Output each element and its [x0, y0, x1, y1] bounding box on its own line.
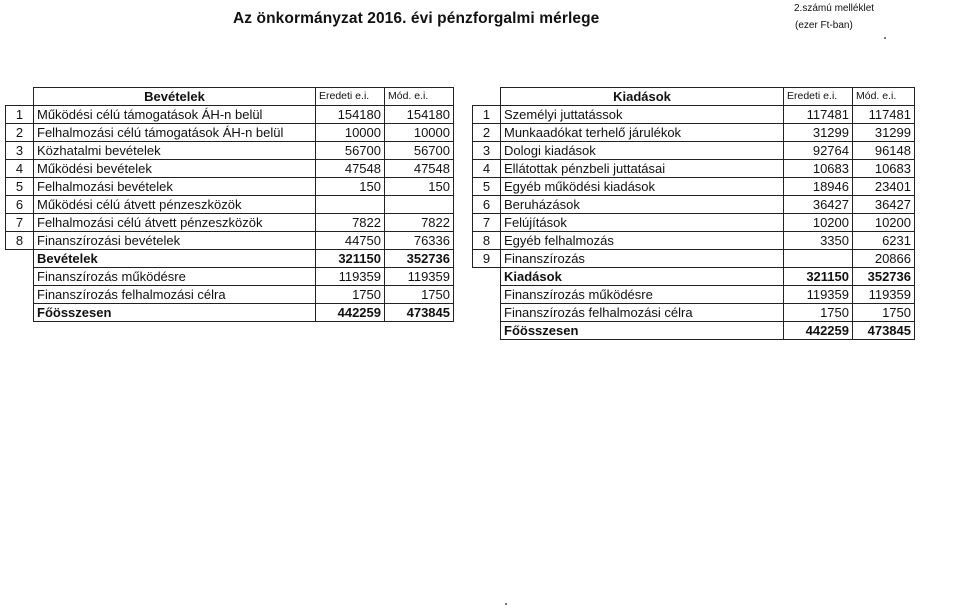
table-row: [6, 232, 454, 250]
row-index: [6, 286, 34, 304]
revenue-financing-capital-row: [6, 286, 454, 304]
table-row: [473, 106, 915, 124]
table-row: [6, 142, 454, 160]
row-label: Finanszírozás: [501, 250, 784, 268]
table-row: [473, 196, 915, 214]
expenditure-header-index: [473, 88, 501, 106]
row-original: 119359: [784, 286, 853, 304]
table-row: [473, 214, 915, 232]
row-modified: 154180: [385, 106, 454, 124]
row-index: 3: [473, 142, 501, 160]
row-index: [473, 304, 501, 322]
row-modified: 36427: [853, 196, 915, 214]
revenue-col-modified: Mód. e.i.: [385, 88, 454, 106]
row-original: 117481: [784, 106, 853, 124]
revenue-header-index: [6, 88, 34, 106]
row-label: Főösszesen: [501, 322, 784, 340]
table-row: [473, 250, 915, 268]
row-label: Működési célú átvett pénzeszközök: [34, 196, 316, 214]
row-index: 3: [6, 142, 34, 160]
row-index: 1: [6, 106, 34, 124]
row-original: 44750: [316, 232, 385, 250]
row-label: Beruházások: [501, 196, 784, 214]
row-modified: 10000: [385, 124, 454, 142]
row-label: Felhalmozási célú támogatások ÁH-n belül: [34, 124, 316, 142]
row-index: [6, 304, 34, 322]
table-row: [473, 232, 915, 250]
row-original: [784, 250, 853, 268]
row-modified: 47548: [385, 160, 454, 178]
row-index: 8: [473, 232, 501, 250]
row-modified: 10683: [853, 160, 915, 178]
annex-label: 2.számú melléklet: [794, 3, 875, 14]
page-title: Az önkormányzat 2016. évi pénzforgalmi mérlege: [233, 10, 600, 27]
row-index: [6, 268, 34, 286]
row-label: Bevételek: [34, 250, 316, 268]
row-modified: 117481: [853, 106, 915, 124]
row-modified: 352736: [853, 268, 915, 286]
row-original: 321150: [784, 268, 853, 286]
scan-speck: [505, 603, 507, 605]
row-index: [473, 286, 501, 304]
expenditure-total-row: [473, 268, 915, 286]
scan-speck: [884, 37, 886, 39]
row-original: 150: [316, 178, 385, 196]
row-index: 9: [473, 250, 501, 268]
row-original: 10200: [784, 214, 853, 232]
row-original: 10683: [784, 160, 853, 178]
row-modified: [385, 196, 454, 214]
row-original: 119359: [316, 268, 385, 286]
row-modified: 76336: [385, 232, 454, 250]
row-modified: 56700: [385, 142, 454, 160]
row-index: 7: [6, 214, 34, 232]
row-index: 5: [473, 178, 501, 196]
row-label: Működési célú támogatások ÁH-n belül: [34, 106, 316, 124]
row-original: 154180: [316, 106, 385, 124]
row-label: Személyi juttatássok: [501, 106, 784, 124]
row-label: Finanszírozás működésre: [34, 268, 316, 286]
table-row: [6, 214, 454, 232]
table-row: [6, 196, 454, 214]
row-original: 1750: [784, 304, 853, 322]
expenditure-header-row: [473, 88, 915, 106]
row-modified: 119359: [853, 286, 915, 304]
row-modified: 352736: [385, 250, 454, 268]
expenditure-heading: Kiadások: [501, 88, 784, 106]
table-row: [6, 160, 454, 178]
row-modified: 20866: [853, 250, 915, 268]
row-modified: 7822: [385, 214, 454, 232]
table-row: [473, 178, 915, 196]
revenue-grand-total-row: [6, 304, 454, 322]
row-index: [473, 268, 501, 286]
row-modified: 473845: [385, 304, 454, 322]
row-original: 36427: [784, 196, 853, 214]
row-label: Felhalmozási célú átvett pénzeszközök: [34, 214, 316, 232]
row-label: Finanszírozás működésre: [501, 286, 784, 304]
row-modified: 150: [385, 178, 454, 196]
row-index: 6: [473, 196, 501, 214]
row-modified: 1750: [853, 304, 915, 322]
row-modified: 31299: [853, 124, 915, 142]
row-index: 6: [6, 196, 34, 214]
table-row: [473, 160, 915, 178]
row-original: 56700: [316, 142, 385, 160]
expenditure-table: [472, 87, 915, 340]
row-label: Felhalmozási bevételek: [34, 178, 316, 196]
row-original: 442259: [316, 304, 385, 322]
revenue-table: [5, 87, 454, 322]
row-original: 31299: [784, 124, 853, 142]
row-index: 2: [473, 124, 501, 142]
row-label: Ellátottak pénzbeli juttatásai: [501, 160, 784, 178]
row-modified: 119359: [385, 268, 454, 286]
row-original: [316, 196, 385, 214]
row-modified: 23401: [853, 178, 915, 196]
row-index: 8: [6, 232, 34, 250]
row-original: 7822: [316, 214, 385, 232]
revenue-financing-operating-row: [6, 268, 454, 286]
row-label: Közhatalmi bevételek: [34, 142, 316, 160]
row-index: 1: [473, 106, 501, 124]
row-index: 2: [6, 124, 34, 142]
row-original: 10000: [316, 124, 385, 142]
row-index: [473, 322, 501, 340]
row-modified: 96148: [853, 142, 915, 160]
expenditure-col-modified: Mód. e.i.: [853, 88, 915, 106]
revenue-col-original: Eredeti e.i.: [316, 88, 385, 106]
row-index: 4: [6, 160, 34, 178]
row-modified: 1750: [385, 286, 454, 304]
unit-label: (ezer Ft-ban): [795, 20, 853, 31]
row-modified: 10200: [853, 214, 915, 232]
row-index: 5: [6, 178, 34, 196]
table-row: [6, 178, 454, 196]
expenditure-financing-capital-row: [473, 304, 915, 322]
row-label: Felújítások: [501, 214, 784, 232]
table-row: [6, 106, 454, 124]
row-label: Finanszírozás felhalmozási célra: [501, 304, 784, 322]
row-modified: 473845: [853, 322, 915, 340]
row-index: 7: [473, 214, 501, 232]
row-label: Főösszesen: [34, 304, 316, 322]
row-original: 442259: [784, 322, 853, 340]
row-original: 47548: [316, 160, 385, 178]
row-original: 321150: [316, 250, 385, 268]
revenue-header-row: [6, 88, 454, 106]
row-modified: 6231: [853, 232, 915, 250]
table-row: [6, 124, 454, 142]
expenditure-col-original: Eredeti e.i.: [784, 88, 853, 106]
row-original: 92764: [784, 142, 853, 160]
row-label: Munkaadókat terhelő járulékok: [501, 124, 784, 142]
revenue-heading: Bevételek: [34, 88, 316, 106]
row-index: 4: [473, 160, 501, 178]
table-row: [473, 124, 915, 142]
row-index: [6, 250, 34, 268]
expenditure-financing-operating-row: [473, 286, 915, 304]
row-original: 18946: [784, 178, 853, 196]
row-label: Dologi kiadások: [501, 142, 784, 160]
row-label: Kiadások: [501, 268, 784, 286]
row-original: 1750: [316, 286, 385, 304]
row-label: Működési bevételek: [34, 160, 316, 178]
row-label: Egyéb működési kiadások: [501, 178, 784, 196]
row-label: Egyéb felhalmozás: [501, 232, 784, 250]
table-row: [473, 142, 915, 160]
expenditure-grand-total-row: [473, 322, 915, 340]
revenue-total-row: [6, 250, 454, 268]
row-original: 3350: [784, 232, 853, 250]
row-label: Finanszírozás felhalmozási célra: [34, 286, 316, 304]
row-label: Finanszírozási bevételek: [34, 232, 316, 250]
